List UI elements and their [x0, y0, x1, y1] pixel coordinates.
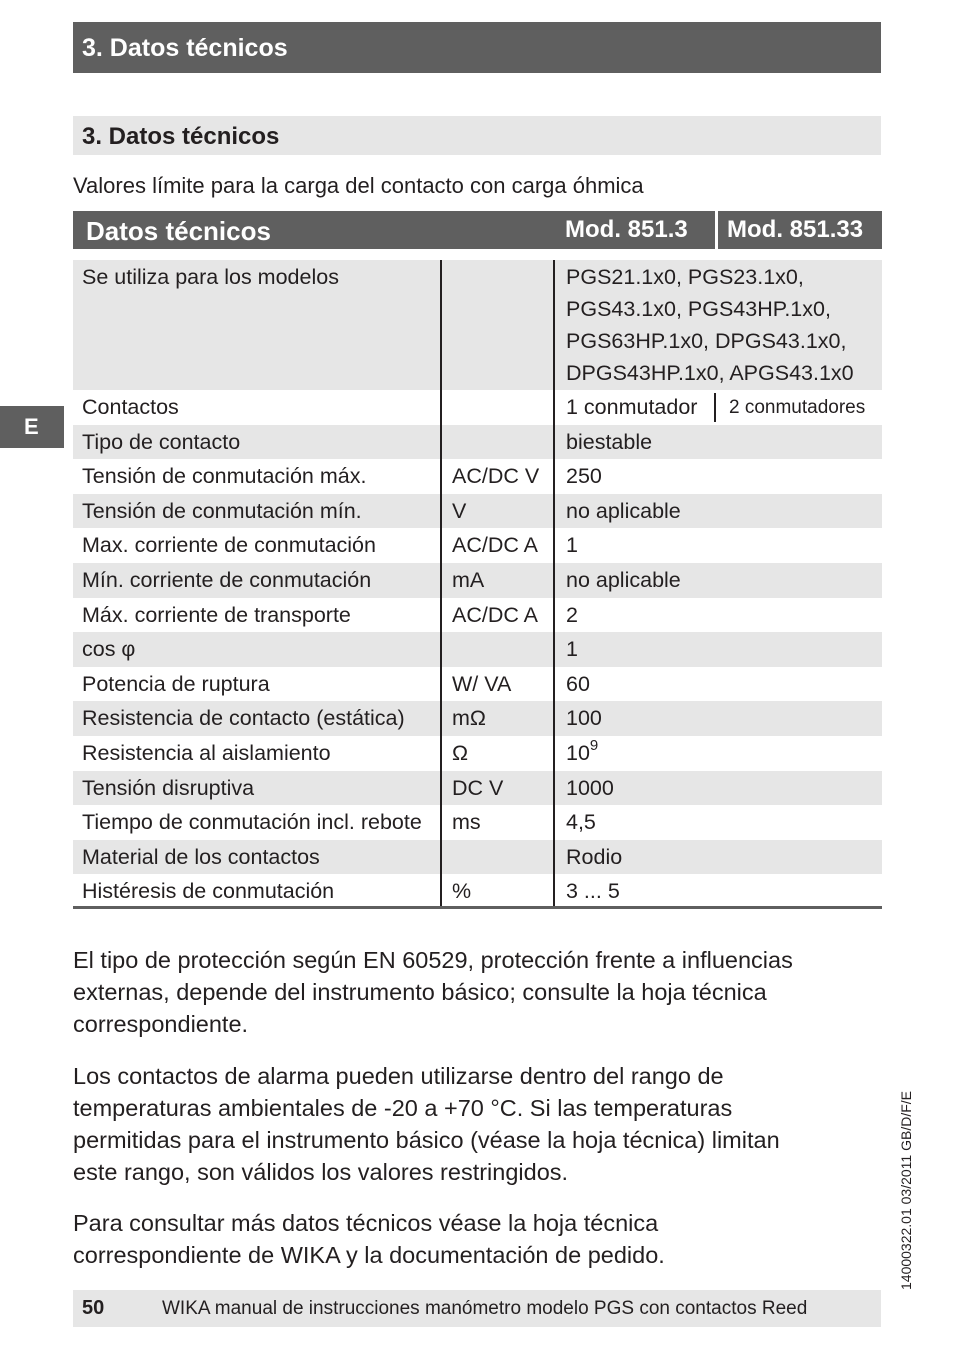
table-bottom-rule — [73, 906, 882, 909]
column-divider — [440, 260, 442, 908]
table-row — [73, 667, 882, 702]
row-label: Potencia de ruptura — [82, 671, 270, 696]
row-label: Tensión de conmutación mín. — [82, 498, 362, 523]
paragraph-line: permitidas para el instrumento básico (véase la hoja técnica) limitan — [73, 1127, 780, 1153]
paragraph-temperature — [73, 1060, 873, 1188]
row-label: Max. corriente de conmutación — [82, 533, 376, 558]
row-value: 250 — [566, 464, 602, 489]
table-row — [73, 701, 882, 736]
row-unit: AC/DC A — [452, 533, 539, 558]
table-row — [73, 563, 882, 598]
row-value: 1 — [566, 637, 578, 662]
model-line: PGS63HP.1x0, DPGS43.1x0, — [566, 329, 847, 353]
table-row — [73, 528, 882, 563]
paragraph-line: Los contactos de alarma pueden utilizarse dentro del rango de — [73, 1063, 724, 1089]
table-header — [73, 211, 882, 249]
paragraph-more-info — [73, 1207, 873, 1271]
value-base: 10 — [566, 740, 590, 765]
row-label: Tipo de contacto — [82, 429, 241, 454]
row-value: no aplicable — [566, 567, 681, 592]
row-unit: V — [452, 498, 467, 523]
language-tab: E — [0, 406, 64, 448]
row-value: 3 ... 5 — [566, 879, 620, 904]
document-code: 14000322.01 03/2011 GB/D/F/E — [898, 1091, 914, 1290]
row-unit: DC V — [452, 775, 504, 800]
page-number: 50 — [82, 1297, 105, 1319]
row-label: Tiempo de conmutación incl. rebote — [82, 810, 422, 835]
row-value: 100 — [566, 706, 602, 731]
paragraph-line: correspondiente de WIKA y la documentación de pedido. — [73, 1242, 665, 1268]
row-unit: W/ VA — [452, 671, 512, 696]
row-unit: mA — [452, 567, 485, 592]
table-row — [73, 736, 882, 771]
table-row — [73, 459, 882, 494]
row-label: cos φ — [82, 637, 136, 662]
paragraph-line: externas, depende del instrumento básico; consulte la hoja técnica — [73, 979, 767, 1005]
table-row — [73, 805, 882, 840]
row-value: no aplicable — [566, 498, 681, 523]
row-label: Se utiliza para los modelos — [82, 265, 339, 289]
row-label: Tensión disruptiva — [82, 775, 255, 800]
section-intro: Valores límite para la carga del contacto con carga óhmica — [73, 173, 644, 198]
page-footer — [73, 1290, 881, 1327]
table-row — [73, 840, 882, 875]
table-row — [73, 598, 882, 633]
footer-text: WIKA manual de instrucciones manómetro modelo PGS con contactos Reed — [162, 1298, 808, 1319]
row-label: Material de los contactos — [82, 844, 320, 869]
row-value: Rodio — [566, 844, 623, 869]
row-unit: AC/DC V — [452, 464, 540, 489]
paragraph-line: temperaturas ambientales de -20 a +70 °C. Si las temperaturas — [73, 1095, 733, 1121]
column-mod1: Mod. 851.3 — [565, 216, 688, 243]
row-value-mod2: 2 conmutadores — [729, 397, 866, 418]
column-divider — [553, 260, 555, 908]
row-label: Contactos — [82, 395, 179, 419]
row-label: Resistencia al aislamiento — [82, 740, 331, 765]
row-label: Mín. corriente de conmutación — [82, 567, 372, 592]
row-value: biestable — [566, 429, 653, 454]
row-label: Máx. corriente de transporte — [82, 602, 351, 627]
models-list — [566, 261, 854, 389]
table-row — [73, 494, 882, 529]
table-row — [73, 874, 882, 909]
row-unit: AC/DC A — [452, 602, 539, 627]
table-row — [73, 425, 882, 460]
row-value-mod1: 1 conmutador — [566, 395, 698, 419]
model-line: PGS43.1x0, PGS43HP.1x0, — [566, 297, 831, 321]
paragraph-protection — [73, 944, 873, 1040]
model-line: DPGS43HP.1x0, APGS43.1x0 — [566, 361, 854, 385]
value-exponent: 9 — [589, 736, 599, 754]
model-line: PGS21.1x0, PGS23.1x0, — [566, 265, 804, 289]
paragraph-line: correspondiente. — [73, 1011, 249, 1037]
row-value: 1000 — [566, 775, 614, 800]
paragraph-line: El tipo de protección según EN 60529, protección frente a influencias — [73, 947, 793, 973]
paragraph-line: este rango, son válidos los valores restringidos. — [73, 1159, 569, 1185]
table-title: Datos técnicos — [86, 216, 271, 246]
row-value: 60 — [566, 671, 590, 696]
row-unit: ms — [452, 810, 481, 835]
table-row — [73, 771, 882, 806]
column-mod2: Mod. 851.33 — [727, 216, 864, 243]
row-unit: Ω — [452, 740, 469, 765]
row-unit: % — [452, 879, 472, 904]
spec-table — [73, 260, 882, 909]
section-title: 3. Datos técnicos — [73, 116, 881, 155]
row-unit: mΩ — [452, 706, 486, 731]
cell-divider — [714, 393, 716, 422]
row-value: 4,5 — [566, 810, 596, 835]
paragraph-line: Para consultar más datos técnicos véase la hoja técnica — [73, 1210, 659, 1236]
row-label: Resistencia de contacto (estática) — [82, 706, 405, 731]
chapter-header: 3. Datos técnicos — [73, 22, 881, 73]
row-value: 1 — [566, 533, 578, 558]
header-divider — [715, 211, 718, 249]
row-label: Tensión de conmutación máx. — [82, 464, 367, 489]
row-label: Histéresis de conmutación — [82, 879, 335, 904]
table-row-models — [73, 260, 882, 390]
table-row — [73, 632, 882, 667]
row-value: 2 — [566, 602, 578, 627]
row-value — [566, 736, 599, 766]
table-row-contacts — [73, 390, 882, 425]
